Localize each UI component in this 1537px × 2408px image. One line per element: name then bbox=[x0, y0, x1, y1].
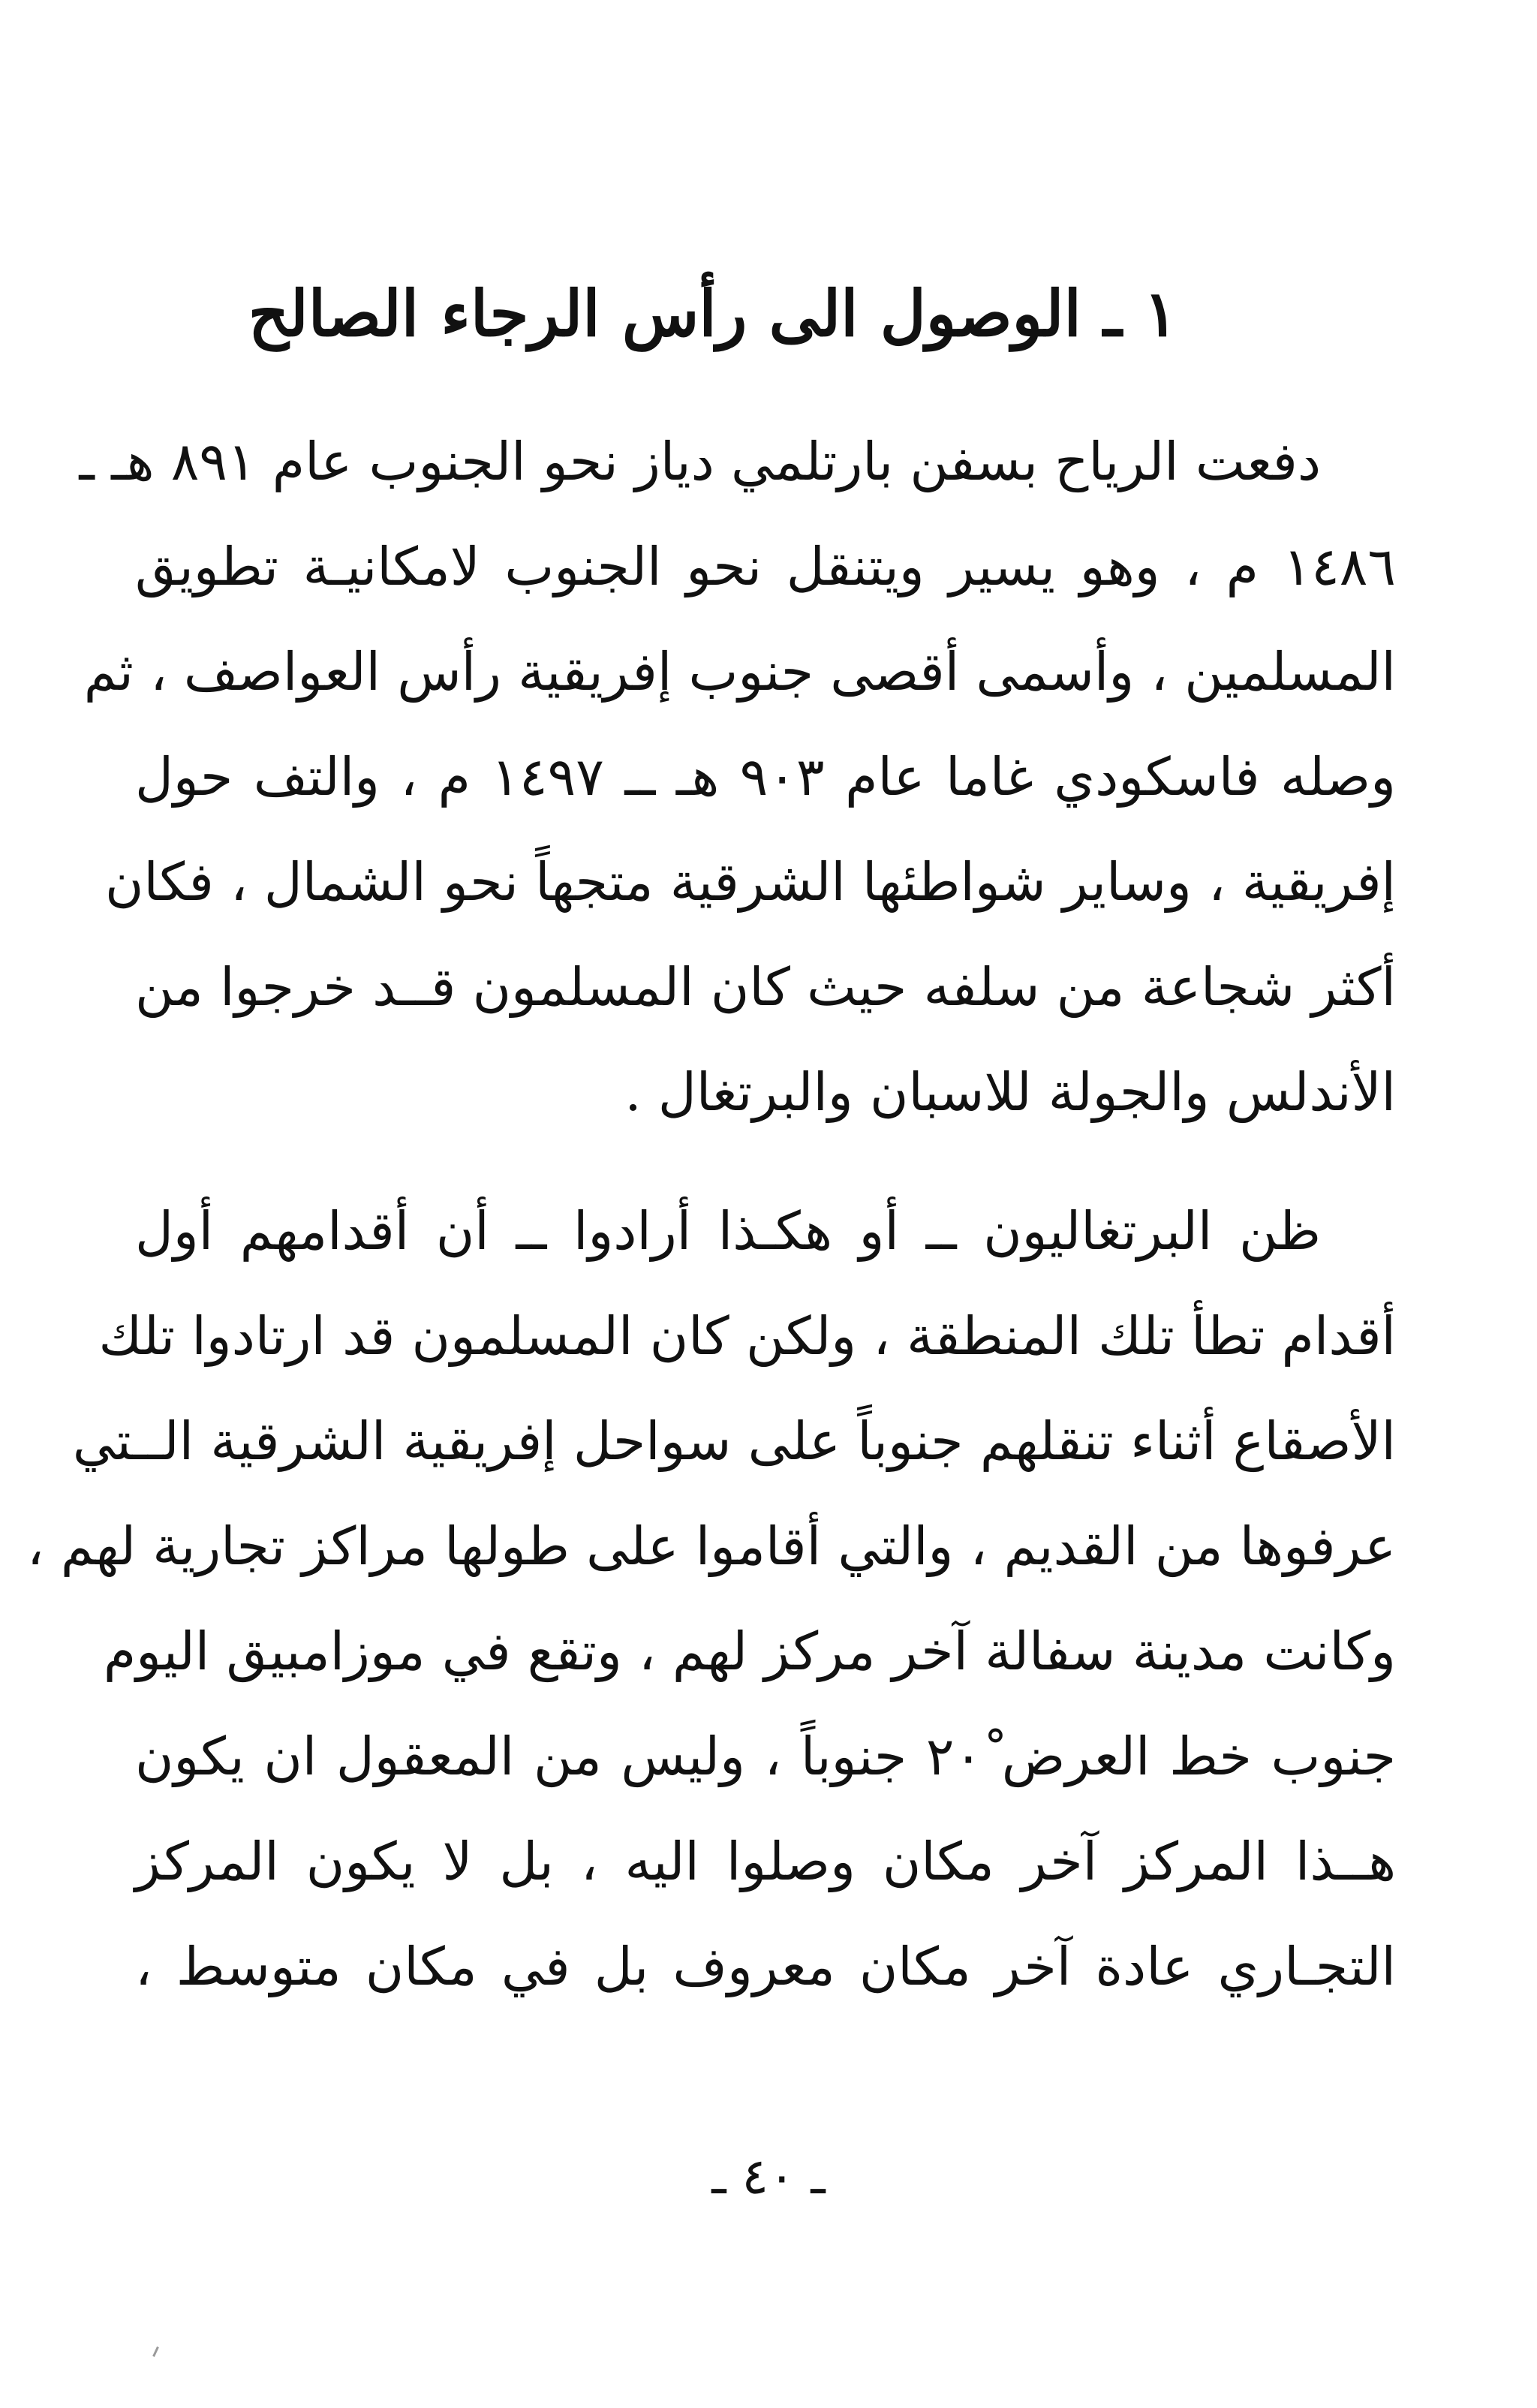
scan-speck bbox=[152, 2346, 159, 2357]
paragraph-2-line: التجـاري عادة آخر مكان معروف بل في مكان متوسط ، bbox=[135, 1936, 1397, 1997]
paragraph-1-line: إفريقية ، وساير شواطئها الشرقية متجهاً نحو الشمال ، فكان bbox=[104, 851, 1396, 913]
paragraph-1-line: دفعت الرياح بسفن بارتلمي دياز نحو الجنوب عام ٨٩١ هـ ـ bbox=[79, 431, 1321, 492]
paragraph-2-line: عرفوها من القديم ، والتي أقاموا على طولها مراكز تجارية لهم ، bbox=[27, 1516, 1396, 1577]
paragraph-1-line: وصله فاسكودي غاما عام ٩٠٣ هـ ــ ١٤٩٧ م ، والتف حول bbox=[135, 746, 1396, 808]
page-number: ـ ٤٠ ـ bbox=[711, 2148, 826, 2205]
paragraph-1-line: ١٤٨٦ م ، وهو يسير ويتنقل نحو الجنوب لامكانيـة تطويق bbox=[135, 536, 1396, 597]
paragraph-1-line: المسلمين ، وأسمى أقصى جنوب إفريقية رأس العواصف ، ثم bbox=[83, 641, 1396, 703]
chapter-heading-text: ١ ـ الوصول الى رأس الرجاء الصالح bbox=[248, 276, 1178, 351]
paragraph-1-line: أكثر شجاعة من سلفه حيث كان المسلمون قــد خرجوا من bbox=[135, 956, 1396, 1018]
paragraph-2-line: هــذا المركز آخر مكان وصلوا اليه ، بل لا يكون المركز bbox=[135, 1831, 1396, 1892]
paragraph-2-line: الأصقاع أثناء تنقلهم جنوباً على سواحل إفريقية الشرقية الــتي bbox=[72, 1410, 1396, 1472]
paragraph-2-line: وكانت مدينة سفالة آخر مركز لهم ، وتقع في موزامبيق اليوم bbox=[103, 1621, 1396, 1682]
paragraph-1-line: الأندلس والجولة للاسبان والبرتغال . bbox=[624, 1061, 1396, 1123]
paragraph-2-line: أقدام تطأ تلك المنطقة ، ولكن كان المسلمون قد ارتادوا تلك bbox=[98, 1305, 1396, 1367]
chapter-heading bbox=[135, 261, 1403, 366]
paragraph-2-line: ظن البرتغاليون ــ أو هكـذا أرادوا ــ أن أقدامهم أول bbox=[135, 1200, 1321, 1262]
paragraph-2-line: جنوب خط العرض ٢٠ْ جنوباً ، وليس من المعقول ان يكون bbox=[135, 1726, 1396, 1787]
